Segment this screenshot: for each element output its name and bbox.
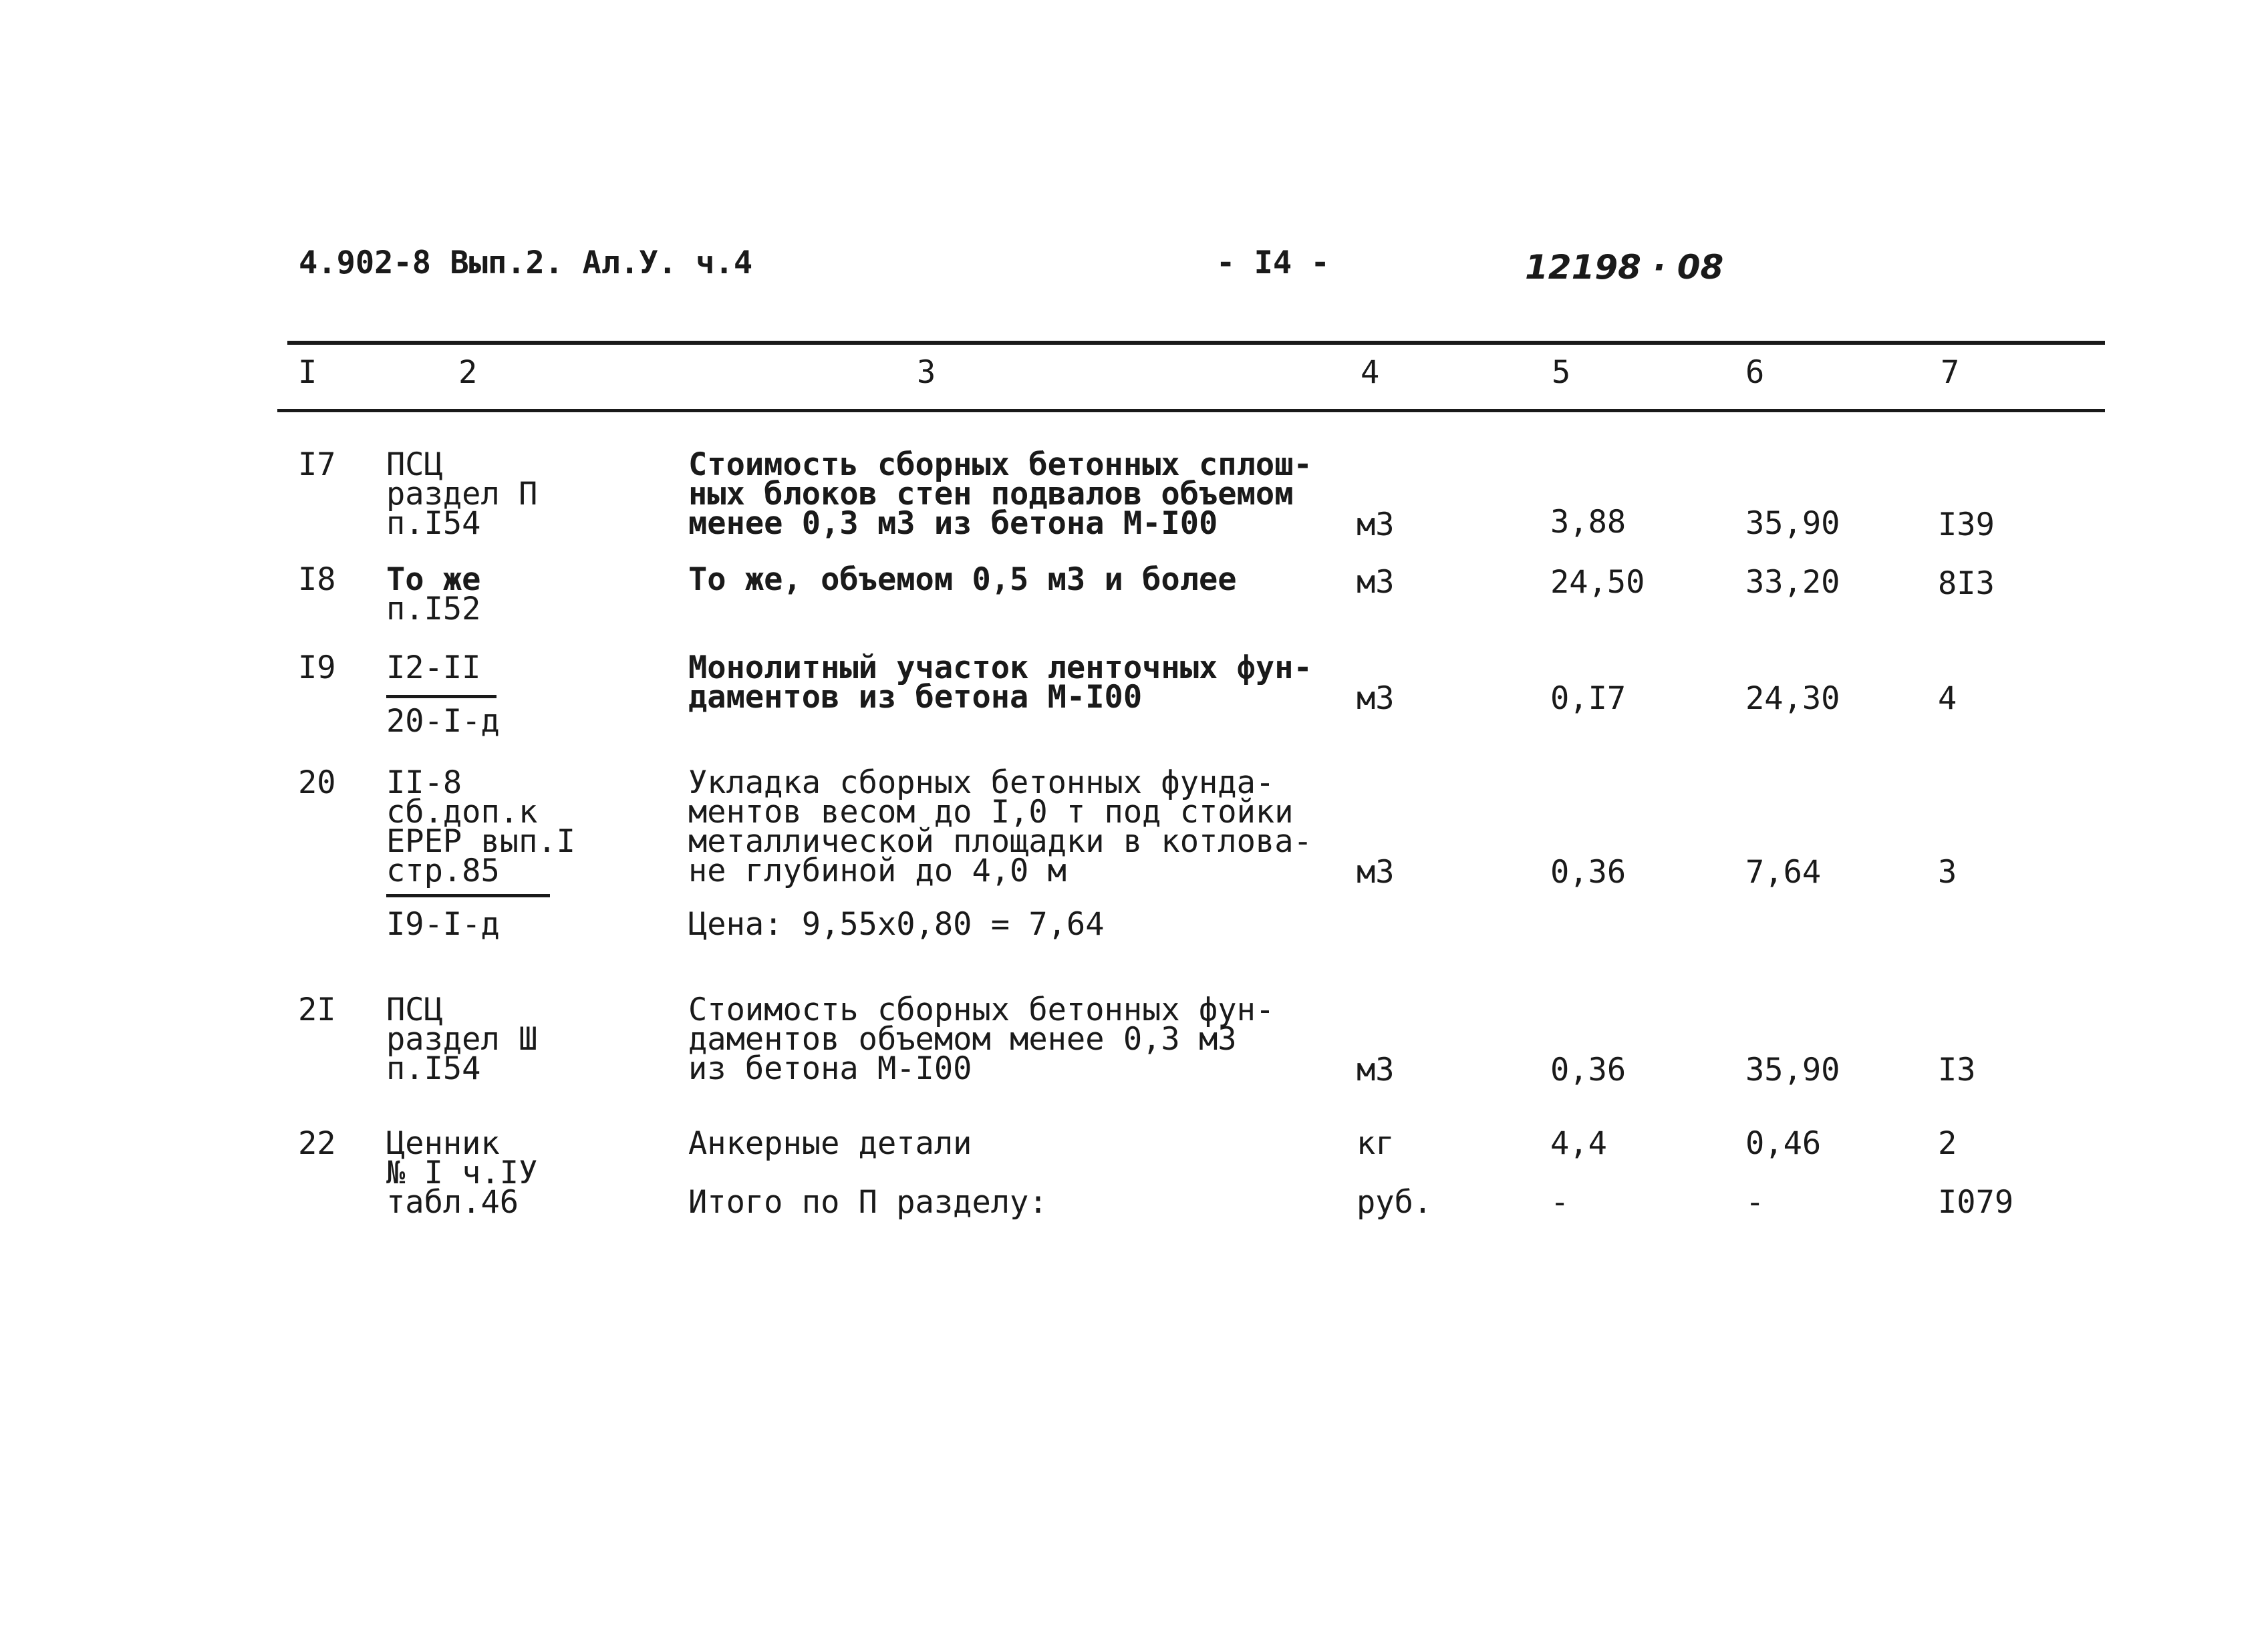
description: Стоимость сборных бетонных сплош-: [688, 446, 1312, 483]
row-number: I7: [298, 446, 336, 483]
description: Анкерные детали: [688, 1125, 972, 1162]
description: металлической площадки в котлова-: [688, 823, 1312, 860]
page-number: - I4 -: [1216, 245, 1330, 281]
summary-price: -: [1745, 1184, 1765, 1221]
unit: м3: [1357, 680, 1395, 717]
fraction-bar: [386, 894, 550, 897]
row-number: I9: [298, 649, 336, 686]
col-header-7: 7: [1941, 354, 1960, 391]
description: Стоимость сборных бетонных фун-: [688, 992, 1275, 1028]
quantity: 4,4: [1550, 1125, 1607, 1162]
total: 3: [1938, 854, 1957, 891]
table-header-rule: [277, 409, 2105, 412]
reference: табл.46: [386, 1184, 519, 1221]
col-header-2: 2: [458, 354, 478, 391]
description: менее 0,3 м3 из бетона М-I00: [688, 505, 1218, 542]
description: Монолитный участок ленточных фун-: [688, 649, 1312, 686]
reference: п.I54: [386, 1050, 481, 1087]
reference-denominator: 20-I-д: [386, 703, 500, 740]
row-number: 2I: [298, 992, 336, 1028]
reference: п.I54: [386, 505, 481, 542]
reference: п.I52: [386, 591, 481, 627]
description: ных блоков стен подвалов объемом: [688, 476, 1294, 512]
reference-denominator: I9-I-д: [386, 906, 500, 943]
col-header-3: 3: [917, 354, 936, 391]
reference: стр.85: [386, 853, 500, 889]
quantity: 3,88: [1550, 504, 1626, 541]
unit: м3: [1357, 564, 1395, 601]
quantity: 0,I7: [1550, 680, 1626, 717]
quantity: 0,36: [1550, 854, 1626, 891]
unit: м3: [1357, 854, 1395, 891]
reference: То же: [386, 561, 481, 598]
col-header-6: 6: [1745, 354, 1765, 391]
quantity: 0,36: [1550, 1052, 1626, 1088]
row-number: I8: [298, 561, 336, 598]
description: ментов весом до I,0 т под стойки: [688, 794, 1294, 831]
total: 2: [1938, 1125, 1957, 1162]
row-number: 20: [298, 764, 336, 801]
description: То же, объемом 0,5 м3 и более: [688, 561, 1237, 598]
total: 8I3: [1938, 565, 1995, 602]
fraction-bar: [386, 695, 497, 698]
reference: сб.доп.к: [386, 794, 538, 831]
unit: кг: [1357, 1125, 1395, 1162]
price-calculation: Цена: 9,55х0,80 = 7,64: [688, 906, 1105, 943]
reference: ПСЦ: [386, 446, 443, 483]
reference-numerator: I2-II: [386, 649, 481, 686]
summary-unit: руб.: [1357, 1184, 1433, 1221]
reference: II-8: [386, 764, 462, 801]
total: 4: [1938, 680, 1957, 717]
unit: м3: [1357, 506, 1395, 543]
summary-quantity: -: [1550, 1184, 1570, 1221]
quantity: 24,50: [1550, 564, 1645, 601]
summary-label: Итого по П разделу:: [688, 1184, 1048, 1221]
price: 7,64: [1745, 854, 1822, 891]
reference: раздел П: [386, 476, 538, 512]
reference: ЕРЕР вып.I: [386, 823, 575, 860]
reference: ПСЦ: [386, 992, 443, 1028]
price: 24,30: [1745, 680, 1840, 717]
total: I39: [1938, 506, 1995, 543]
col-header-4: 4: [1361, 354, 1380, 391]
description: Укладка сборных бетонных фунда-: [688, 764, 1275, 801]
total: I3: [1938, 1052, 1976, 1088]
unit: м3: [1357, 1052, 1395, 1088]
handwritten-reference: 12198 · 08: [1525, 248, 1724, 287]
description: не глубиной до 4,0 м: [688, 853, 1067, 889]
table-top-rule: [287, 341, 2105, 345]
summary-total: I079: [1938, 1184, 2014, 1221]
col-header-1: I: [298, 354, 317, 391]
col-header-5: 5: [1552, 354, 1571, 391]
reference: № I ч.IУ: [386, 1155, 538, 1191]
description: из бетона М-I00: [688, 1050, 972, 1087]
price: 33,20: [1745, 564, 1840, 601]
price: 35,90: [1745, 505, 1840, 542]
row-number: 22: [298, 1125, 336, 1162]
description: даментов объемом менее 0,3 м3: [688, 1021, 1237, 1058]
price: 0,46: [1745, 1125, 1822, 1162]
document-code: 4.902-8 Вып.2. Ал.У. ч.4: [299, 245, 753, 281]
description: даментов из бетона М-I00: [688, 679, 1143, 716]
reference: раздел Ш: [386, 1021, 538, 1058]
reference: Ценник: [386, 1125, 500, 1162]
price: 35,90: [1745, 1052, 1840, 1088]
